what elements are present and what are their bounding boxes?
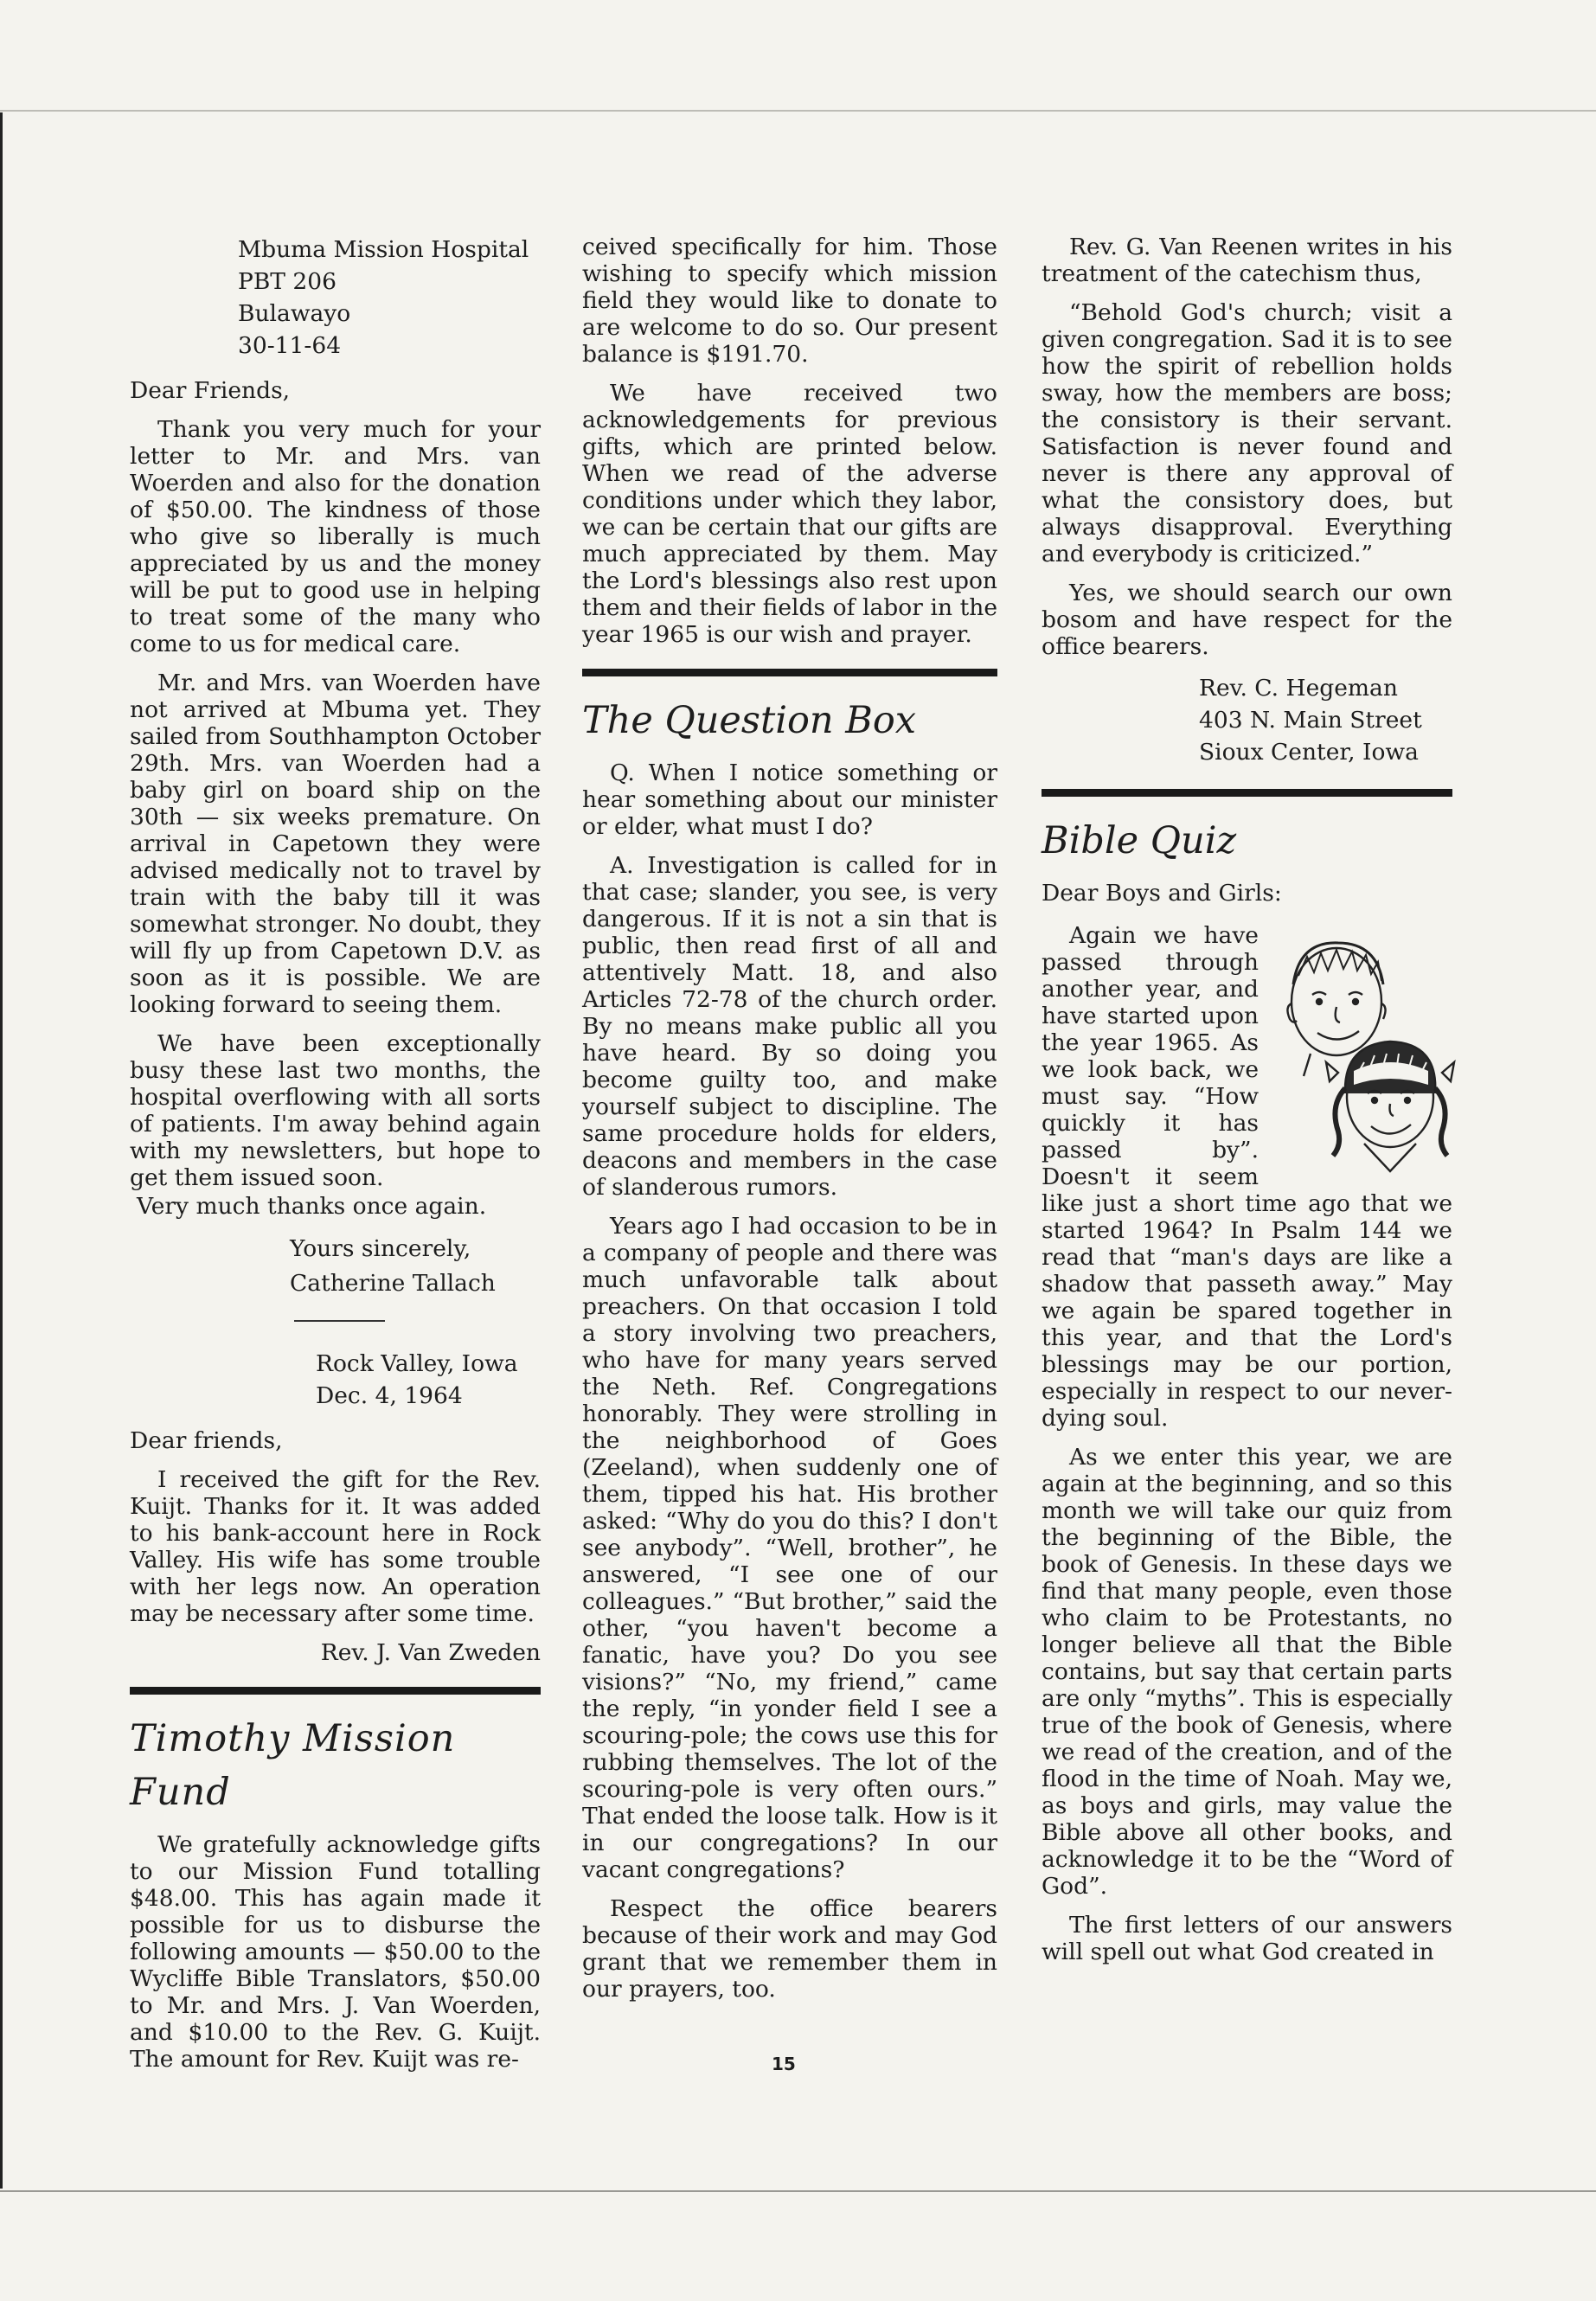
signature-line: 403 N. Main Street <box>1199 707 1422 734</box>
section-rule <box>130 1687 541 1695</box>
section-rule <box>582 669 997 676</box>
section-rule <box>1042 789 1452 797</box>
letter1-address <box>130 234 541 362</box>
quiz-salutation: Dear Boys and Girls: <box>1042 880 1282 907</box>
quiz-paragraph: Again we have passed through another year, and have started upon the year 1965. As we look back, we must say. “How quickly it has passed by”. Doesn't it seem like just a short time ago that we started 1964? In Psalm 144 we read that “man's days are like a shadow that passeth away.” May we again be spared together in this year, and that the Lord's blessings may be our portion, especially in respect to our never-dying soul. <box>1042 922 1452 1432</box>
signature-line: Rev. C. Hegeman <box>1199 675 1398 702</box>
timothy-paragraph: We gratefully acknowledge gifts to our Mission Fund totalling $48.00. This has again made it possible for us to disburse the following amounts — $50.00 to the Wycliffe Bible Translators, $50.00 to Mr. and Mrs. J. Van Woerden, and $10.00 to the Rev. G. Kuijt. The amount for Rev. Kuijt was re- <box>130 1831 541 2073</box>
address-line: Dec. 4, 1964 <box>316 1382 463 1409</box>
question-box-heading: The Question Box <box>582 699 916 742</box>
children-illustration <box>1269 924 1459 1183</box>
scan-top-line <box>0 110 1596 112</box>
scan-bottom-line <box>0 2190 1596 2192</box>
address-line: 30-11-64 <box>238 332 342 359</box>
acknowledgement-paragraph: We have received two acknowledgements for previous gifts, which are printed below. When we read of the adverse conditions under which they labor, we can be certain that our gifts are much appreciated by them. May the Lord's blessings also rest upon them and their fields of labor in the year 1965 is our wish and prayer. <box>582 380 997 648</box>
letter1-closing: Yours sincerely, <box>290 1235 471 1262</box>
quiz-paragraph: As we enter this year, we are again at the beginning, and so this month we will take our quiz from the beginning of the Bible, the book of Genesis. In these days we find that many people, even those who claim to be Protestants, no longer believe all that the Bible contains, but say that certain parts are only “myths”. This is especially true of the book of Genesis, where we read of the creation, and of the flood in the time of Noah. May we, as boys and girls, may value the Bible above all other books, and acknowledge it to be the “Word of God”. <box>1042 1444 1452 1900</box>
story-text: Years ago I had occasion to be in a company of people and there was much unfavorable talk about preachers. On that occasion I told a story involving two preachers, who have for many years served the Neth. Ref. Congregations honorably. They were strolling in the neighborhood of Goes (Zeeland), when suddenly one of them, tipped his hat. His brother asked: “Why do you do this? I don't see anybody”. “Well, brother”, he answered, “I see one of our colleagues.” “But brother,” said the other, “you haven't become a fanatic, have you? Do you see visions?” “No, my friend,” came the reply, “in yonder field I see a scouring-pole; the cows use this for rubbing themselves. The lot of the scouring-pole is very often ours.” That ended the loose talk. How is it in our congregations? In our vacant congregations? <box>582 1213 997 1883</box>
page-number: 15 <box>772 2054 796 2074</box>
column-1 <box>130 234 541 2085</box>
quiz-paragraph: The first letters of our answers will spell out what God created in <box>1042 1912 1452 1965</box>
letter2-address <box>130 1348 541 1412</box>
timothy-continuation: ceived specifically for him. Those wishing to specify which mission field they would like to donate to are welcome to do so. Our present balance is $191.70. <box>582 234 997 368</box>
scan-left-edge <box>0 112 3 2189</box>
search-paragraph: Yes, we should search our own bosom and have respect for the office bearers. <box>1042 580 1452 660</box>
column-2 <box>582 234 997 2015</box>
separator-rule <box>294 1320 385 1322</box>
letter1-paragraph: Very much thanks once again. <box>137 1193 487 1220</box>
respect-text: Respect the office bearers because of their work and may God grant that we remember them in our prayers, too. <box>582 1895 997 2003</box>
signature-line: Sioux Center, Iowa <box>1199 739 1419 766</box>
letter1-paragraph: Mr. and Mrs. van Woerden have not arrived at Mbuma yet. They sailed from Southhampton October 29th. Mrs. van Woerden had a baby girl on board ship on the 30th — six weeks premature. On arrival in Capetown they were advised medically not to travel by train with the baby till it was somewhat stronger. No doubt, they will fly up from Capetown D.V. as soon as it is possible. We are looking forward to seeing them. <box>130 670 541 1018</box>
hegeman-signature <box>1042 672 1452 768</box>
address-line: Bulawayo <box>238 300 351 327</box>
letter1-paragraph: Thank you very much for your letter to Mr. and Mrs. van Woerden and also for the donation of $50.00. The kindness of those who give so liberally is much appreciated by us and the money will be put to good use in helping to treat some of the many who come to us for medical care. <box>130 416 541 657</box>
answer-text: A. Investigation is called for in that case; slander, you see, is very dangerous. If it is not a sin that is public, then read first of all and attentively Matt. 18, and also Articles 72-78 of the church order. By no means make public all you have heard. By so doing you become guilty too, and make yourself subject to discipline. The same procedure holds for elders, deacons and members in the case of slanderous rumors. <box>582 852 997 1201</box>
letter2-paragraph: I received the gift for the Rev. Kuijt. Thanks for it. It was added to his bank-account here in Rock Valley. His wife has some trouble with her legs now. An operation may be necessary after some time. <box>130 1466 541 1627</box>
letter1-paragraph: We have been exceptionally busy these last two months, the hospital overflowing with all sorts of patients. I'm away behind again with my newsletters, but hope to get them issued soon. <box>130 1030 541 1191</box>
address-line: Rock Valley, Iowa <box>316 1350 518 1377</box>
catechism-quote: “Behold God's church; visit a given congregation. Sad it is to see how the spirit of rebellion holds sway, how the members are boss; the consistory is their servant. Satisfaction is never found and never is there any approval of what the consistory does, but always disapproval. Everything and everybody is criticized.” <box>1042 299 1452 567</box>
bible-quiz-heading: Bible Quiz <box>1042 819 1237 862</box>
letter2-signature: Rev. J. Van Zweden <box>320 1639 541 1666</box>
column-3 <box>1042 234 1452 1977</box>
catechism-intro: Rev. G. Van Reenen writes in his treatment of the catechism thus, <box>1042 234 1452 287</box>
question-text: Q. When I notice something or hear something about our minister or elder, what must I do? <box>582 760 997 840</box>
address-line: Mbuma Mission Hospital <box>238 236 529 263</box>
address-line: PBT 206 <box>238 268 337 295</box>
letter2-salutation: Dear friends, <box>130 1427 283 1454</box>
letter1-salutation: Dear Friends, <box>130 377 291 404</box>
children-drawing <box>1269 924 1459 1183</box>
timothy-heading: Timothy Mission Fund <box>130 1717 456 1814</box>
letter1-signature: Catherine Tallach <box>290 1270 496 1297</box>
letter1-signoff <box>130 1232 541 1301</box>
